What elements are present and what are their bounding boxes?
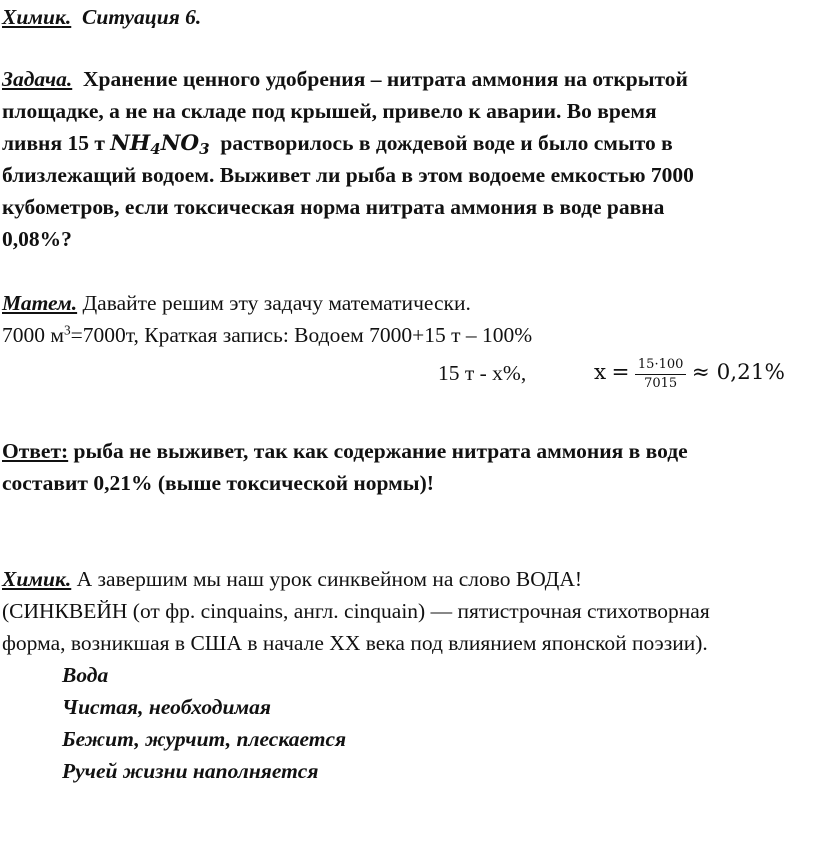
math-intro: Давайте решим эту задачу математически. xyxy=(77,291,471,315)
header-line xyxy=(2,4,201,30)
task-line-6: 0,08%? xyxy=(2,227,72,251)
answer-text-1: рыба не выживет, так как содержание нитрата аммония в воде xyxy=(68,439,688,463)
math-line-3 xyxy=(438,360,526,386)
poem-line-3: Бежит, журчит, плескается xyxy=(62,727,347,751)
speaker-label: Химик. xyxy=(2,5,72,29)
math-result: ≈ 0,21% xyxy=(691,360,785,385)
chemist-line-2: (СИНКВЕЙН (от фр. cinquains, англ. cinquain) — пятистрочная стихотворная xyxy=(2,599,710,623)
math-label: Матем. xyxy=(2,291,78,315)
math-proportion: 15 т - х%, xyxy=(438,361,527,385)
poem-line-1: Вода xyxy=(62,663,109,687)
answer-line-1 xyxy=(2,438,688,464)
chemist-line-1 xyxy=(2,566,582,592)
task-text-3a: ливня 15 т xyxy=(2,131,105,155)
task-line-3 xyxy=(2,130,673,162)
chemist-line-3: форма, возникшая в США в начале XX века под влиянием японской поэзии). xyxy=(2,631,708,655)
math-line-2 xyxy=(2,322,532,348)
task-line-5: кубометров, если токсическая норма нитрата аммония в воде равна xyxy=(2,195,665,219)
fraction-numerator: 15·100 xyxy=(635,357,687,375)
ammonium-nitrate-formula: $NH_4NO_3$ xyxy=(110,131,210,158)
answer-label: Ответ: xyxy=(2,439,69,463)
poem-line-4: Ручей жизни наполняется xyxy=(62,759,319,783)
math-formula: х = $\frac{15\cdot 100}{7015}$ ≈ 0,21% xyxy=(594,356,785,391)
fraction xyxy=(635,357,687,392)
poem-line-2: Чистая, необходимая xyxy=(62,695,271,719)
task-text-3b: растворилось в дождевой воде и было смыто в xyxy=(220,131,673,155)
math-volume: 7000 м xyxy=(2,323,64,347)
answer-line-2: составит 0,21% (выше токсической нормы)! xyxy=(2,471,434,495)
cubic-superscript: 3 xyxy=(63,322,71,338)
chemist-text-1: А завершим мы наш урок синквейном на слово ВОДА! xyxy=(71,567,583,591)
task-line-4: близлежащий водоем. Выживет ли рыба в этом водоеме емкостью 7000 xyxy=(2,163,694,187)
task-label: Задача. xyxy=(2,67,73,91)
math-line-1 xyxy=(2,290,471,316)
task-text-1: Хранение ценного удобрения – нитрата аммония на открытой xyxy=(82,67,688,91)
chemist-label: Химик. xyxy=(2,567,72,591)
fraction-denominator: 7015 xyxy=(644,375,678,391)
situation-title: Ситуация 6. xyxy=(82,5,202,29)
task-line-1 xyxy=(2,66,688,92)
task-line-2: площадке, а не на складе под крышей, привело к аварии. Во время xyxy=(2,99,657,123)
math-short-record: =7000т, Краткая запись: Водоем 7000+15 т – 100% xyxy=(70,323,533,347)
